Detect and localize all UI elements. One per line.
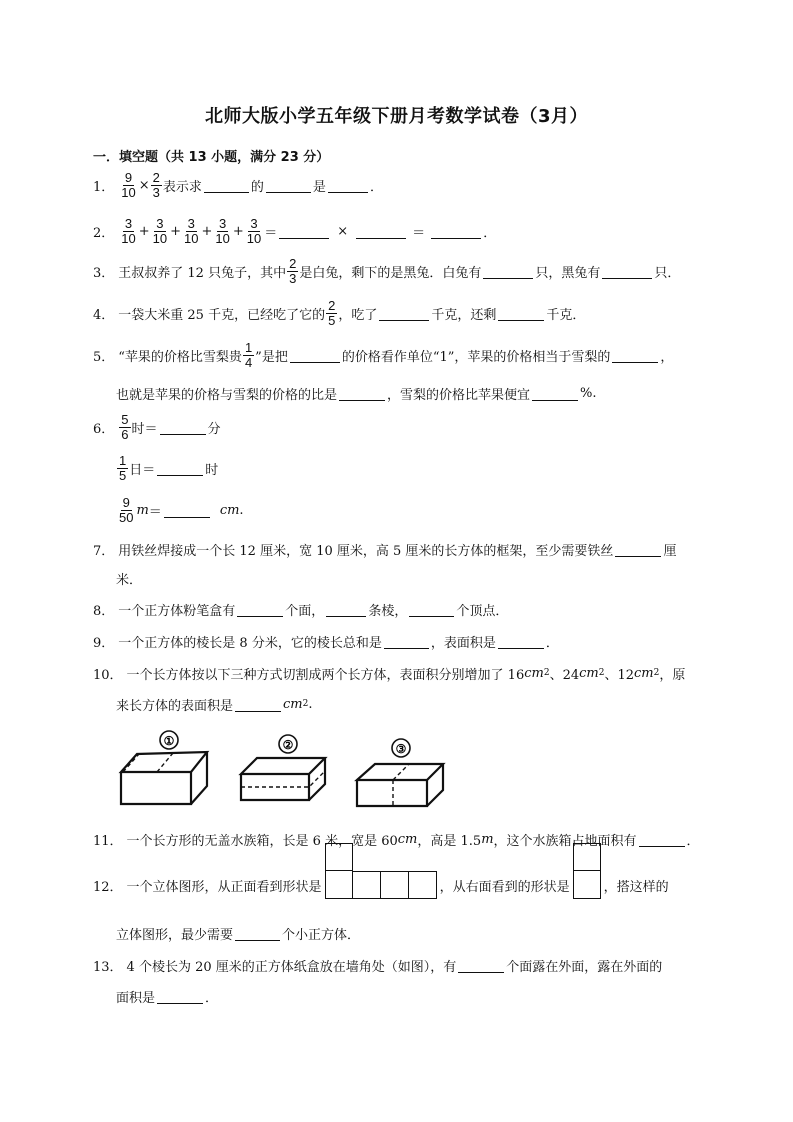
question-number: 3． <box>93 265 115 281</box>
answer-blank[interactable] <box>356 224 406 239</box>
fraction: $\frac{9}{10}$ <box>121 169 136 200</box>
question-2: 2． $\frac{3}{10}$ + $\frac{3}{10}$ + $\frac{3}{10}$ + $\frac{3}{10}$ + $\frac{3}{10}$ ＝ × ＝ ． <box>93 215 497 246</box>
question-12: 12． 一个立体图形，从正面看到形状是 ，从右面看到的形状是 ，搭这样的 <box>93 872 669 898</box>
box-1 <box>121 752 207 804</box>
question-number: 7． <box>93 543 115 559</box>
question-number: 8． <box>93 603 115 619</box>
question-10: 10． 一个长方体按以下三种方式切割成两个长方体，表面积分别增加了 16 cm 2 、24 cm 2 、12 cm 2 ，原 <box>93 665 686 683</box>
question-number: 2． <box>93 225 115 241</box>
answer-blank[interactable] <box>235 926 280 941</box>
answer-blank[interactable] <box>235 697 281 712</box>
question-number: 1． <box>93 179 115 195</box>
answer-blank[interactable] <box>615 542 661 557</box>
label-1: ① <box>163 734 175 748</box>
label-3: ③ <box>395 742 407 756</box>
question-5-line-2: 也就是苹果的价格与雪梨的价格的比是 ，雪梨的价格比苹果便宜 %. <box>116 385 597 403</box>
question-number: 11． <box>93 833 123 849</box>
question-11: 11． 一个长方形的无盖水族箱，长是 6 米，宽是 60 cm ，高是 1.5 m ，这个水族箱占地面积有 ． <box>93 831 700 849</box>
answer-blank[interactable] <box>339 386 385 401</box>
answer-blank[interactable] <box>532 386 578 401</box>
question-7-line-2: 米． <box>116 572 143 588</box>
answer-blank[interactable] <box>157 989 203 1004</box>
answer-blank[interactable] <box>602 264 652 279</box>
answer-blank[interactable] <box>612 348 658 363</box>
question-7: 7． 用铁丝焊接成一个长 12 厘米，宽 10 厘米，高 5 厘米的长方体的框架，至少需要铁丝 厘 <box>93 536 676 562</box>
question-9: 9． 一个正方体的棱长是 8 分米，它的棱长总和是 ，表面积是 ． <box>93 628 559 654</box>
question-1: 1． $\frac{9}{10}$ × $\frac{2}{3}$ 表示求 的 是 ． <box>93 169 383 200</box>
front-view-shape <box>325 843 437 899</box>
answer-blank[interactable] <box>164 503 210 518</box>
answer-blank[interactable] <box>379 306 429 321</box>
answer-blank[interactable] <box>157 461 203 476</box>
answer-blank[interactable] <box>160 420 206 435</box>
answer-blank[interactable] <box>498 306 544 321</box>
question-13: 13． 4 个棱长为 20 厘米的正方体纸盒放在墙角处（如图），有 个面露在外面，露在外面的 <box>93 952 662 978</box>
question-number: 12． <box>93 879 123 895</box>
answer-blank[interactable] <box>237 602 283 617</box>
answer-blank[interactable] <box>328 178 368 193</box>
label-2: ② <box>282 738 294 752</box>
question-6: 6． $\frac{5}{6}$ 时＝ 分 <box>93 411 221 442</box>
question-number: 5． <box>93 349 115 365</box>
question-number: 6． <box>93 421 115 437</box>
question-number: 9． <box>93 635 115 651</box>
question-8: 8． 一个正方体粉笔盒有 个面， 条棱， 个顶点． <box>93 596 508 622</box>
question-3: 3． 王叔叔养了 12 只兔子，其中 $\frac{2}{3}$ 是白兔，剩下的是黑兔．白兔有 只，黑兔有 只． <box>93 255 681 286</box>
right-view-shape <box>573 843 601 899</box>
question-number: 10． <box>93 667 123 683</box>
fraction: $\frac{2}{3}$ <box>152 169 160 200</box>
answer-blank[interactable] <box>326 602 366 617</box>
answer-blank[interactable] <box>204 178 249 193</box>
answer-blank[interactable] <box>279 224 329 239</box>
answer-blank[interactable] <box>483 264 533 279</box>
question-6-b: $\frac{1}{5}$ 日＝ 时 <box>119 452 219 483</box>
page-title: 北师大版小学五年级下册月考数学试卷（3月） <box>204 106 589 127</box>
answer-blank[interactable] <box>498 634 544 649</box>
question-10-line-2: 来长方体的表面积是 cm 2 . <box>116 696 313 714</box>
answer-blank[interactable] <box>266 178 311 193</box>
answer-blank[interactable] <box>431 224 481 239</box>
answer-blank[interactable] <box>409 602 454 617</box>
section-heading: 一．填空题（共 13 小题，满分 23 分） <box>93 150 330 165</box>
question-5: 5． “苹果的价格比雪梨贵 $\frac{1}{4}$ ”是把 的价格看作单位“1”，苹果的价格相当于雪梨的 ， <box>93 339 674 370</box>
question-12-line-2: 立体图形，最少需要 个小正方体． <box>116 927 361 943</box>
answer-blank[interactable] <box>458 958 504 973</box>
cuboid-cut-figure <box>113 728 473 814</box>
box-2 <box>241 758 325 800</box>
box-3 <box>357 764 443 806</box>
answer-blank[interactable] <box>384 634 429 649</box>
answer-blank[interactable] <box>290 348 340 363</box>
question-6-c: $\frac{9}{50}$ m ＝ cm . <box>119 494 244 525</box>
question-number: 4． <box>93 307 115 323</box>
question-number: 13． <box>93 959 123 975</box>
question-4: 4． 一袋大米重 25 千克，已经吃了它的 $\frac{2}{5}$ ，吃了 千克，还剩 千克． <box>93 297 586 328</box>
question-13-line-2: 面积是 ． <box>116 990 219 1006</box>
answer-blank[interactable] <box>639 832 685 847</box>
